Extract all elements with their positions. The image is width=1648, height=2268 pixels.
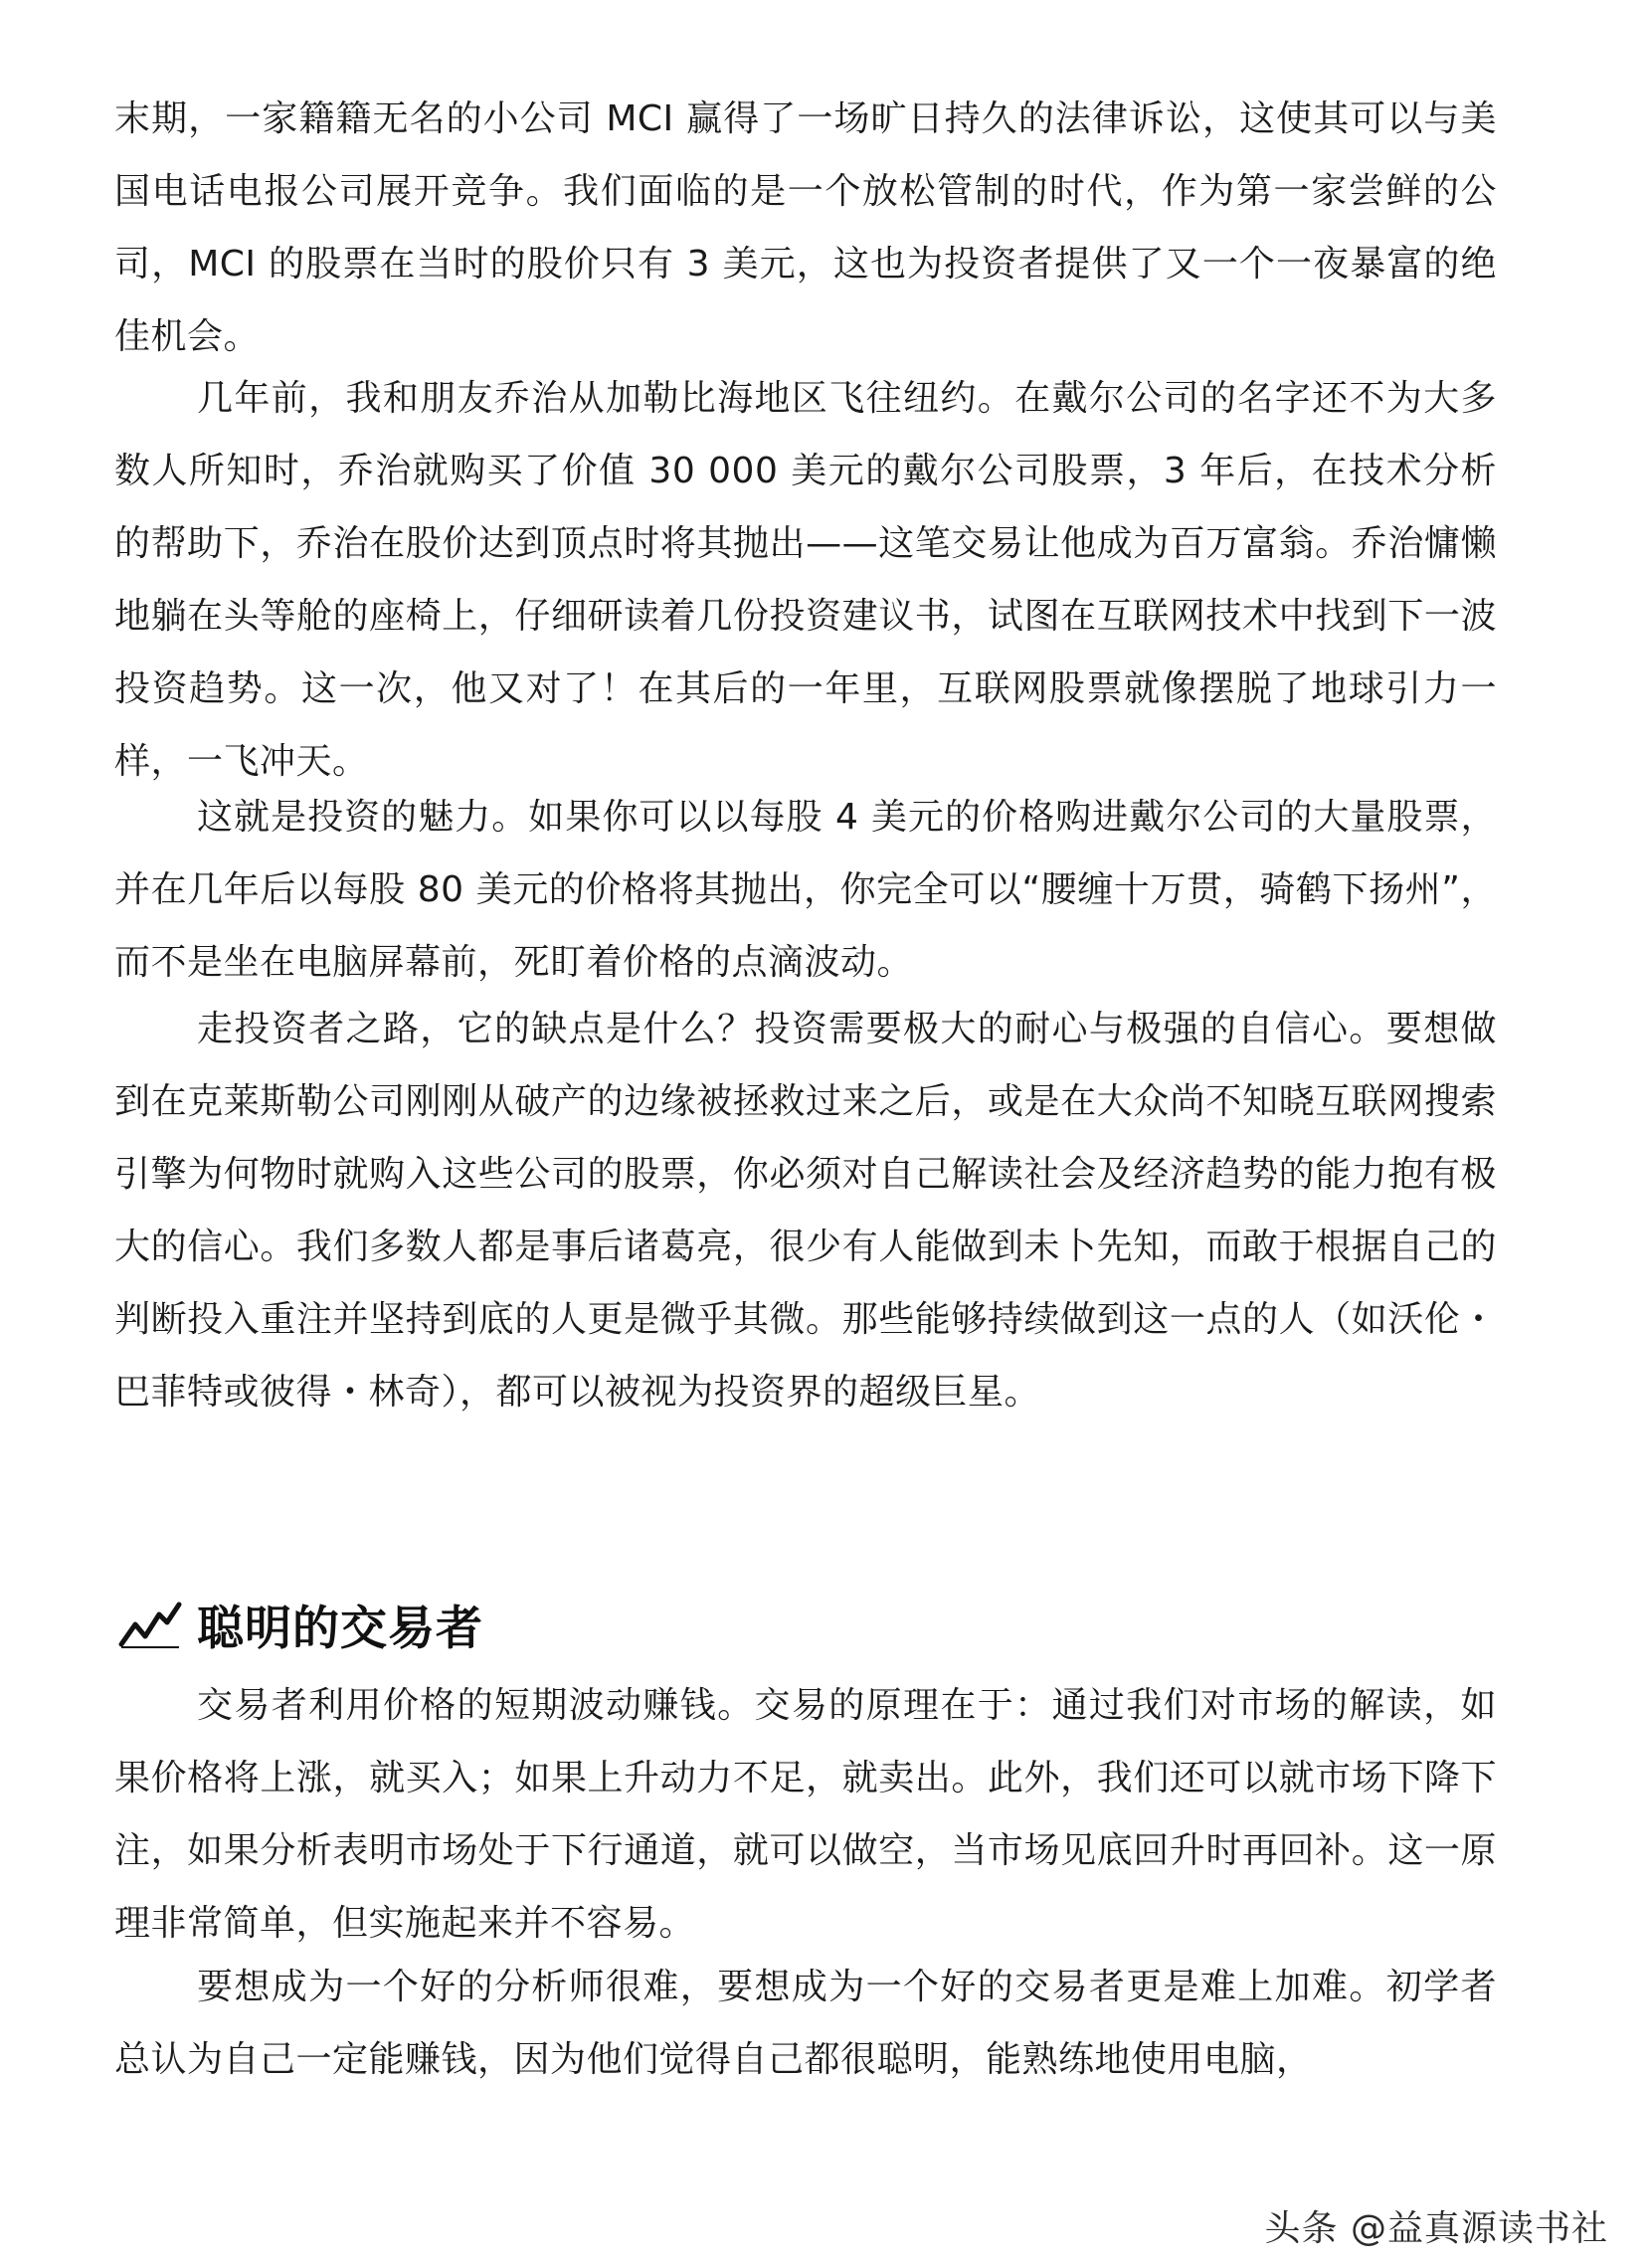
- watermark: 头条 @益真源读书社: [1264, 2208, 1608, 2249]
- paragraph-george-dell: 几年前，我和朋友乔治从加勒比海地区飞往纽约。在戴尔公司的名字还不为大多数人所知时，乔治就购买了价值 30 000 美元的戴尔公司股票，3 年后，在技术分析的帮助下，乔治在股价达到顶点时将其抛出——这笔交易让他成为百万富翁。乔治慵懒地躺在头等舱的座椅上，仔细研读着几份投资建议书，试图在互联网技术中找到下一波投资趋势。这一次，他又对了！在其后的一年里，互联网股票就像摆脱了地球引力一样，一飞冲天。: [114, 378, 1497, 782]
- paragraph-trader-difficulty: 要想成为一个好的分析师很难，要想成为一个好的交易者更是难上加难。初学者总认为自己一定能赚钱，因为他们觉得自己都很聪明，能熟练地使用电脑，: [114, 1967, 1497, 2080]
- paragraph-trader-principle: 交易者利用价格的短期波动赚钱。交易的原理在于：通过我们对市场的解读，如果价格将上涨，就买入；如果上升动力不足，就卖出。此外，我们还可以就市场下降下注，如果分析表明市场处于下行通道，就可以做空，当市场见底回升时再回补。这一原理非常简单，但实施起来并不容易。: [114, 1685, 1497, 1944]
- paragraph-investor-drawbacks: 走投资者之路，它的缺点是什么？投资需要极大的耐心与极强的自信心。要想做到在克莱斯勒公司刚刚从破产的边缘被拯救过来之后，或是在大众尚不知晓互联网搜索引擎为何物时就购入这些公司的股票，你必须对自己解读社会及经济趋势的能力抱有极大的信心。我们多数人都是事后诸葛亮，很少有人能做到未卜先知，而敢于根据自己的判断投入重注并坚持到底的人更是微乎其微。那些能够持续做到这一点的人（如沃伦・巴菲特或彼得・林奇），都可以被视为投资界的超级巨星。: [114, 1009, 1497, 1413]
- section-title: 聪明的交易者: [197, 1601, 483, 1656]
- section-heading: [117, 1592, 483, 1657]
- paragraph-investment-charm: 这就是投资的魅力。如果你可以以每股 4 美元的价格购进戴尔公司的大量股票，并在几年后以每股 80 美元的价格将其抛出，你完全可以“腰缠十万贯，骑鹤下扬州”，而不是坐在电脑屏幕前，死盯着价格的点滴波动。: [114, 797, 1497, 983]
- trend-line-icon: [117, 1599, 183, 1650]
- paragraph-mci: 末期，一家籍籍无名的小公司 MCI 赢得了一场旷日持久的法律诉讼，这使其可以与美国电话电报公司展开竞争。我们面临的是一个放松管制的时代，作为第一家尝鲜的公司，MCI 的股票在当时的股价只有 3 美元，这也为投资者提供了又一个一夜暴富的绝佳机会。: [114, 98, 1497, 357]
